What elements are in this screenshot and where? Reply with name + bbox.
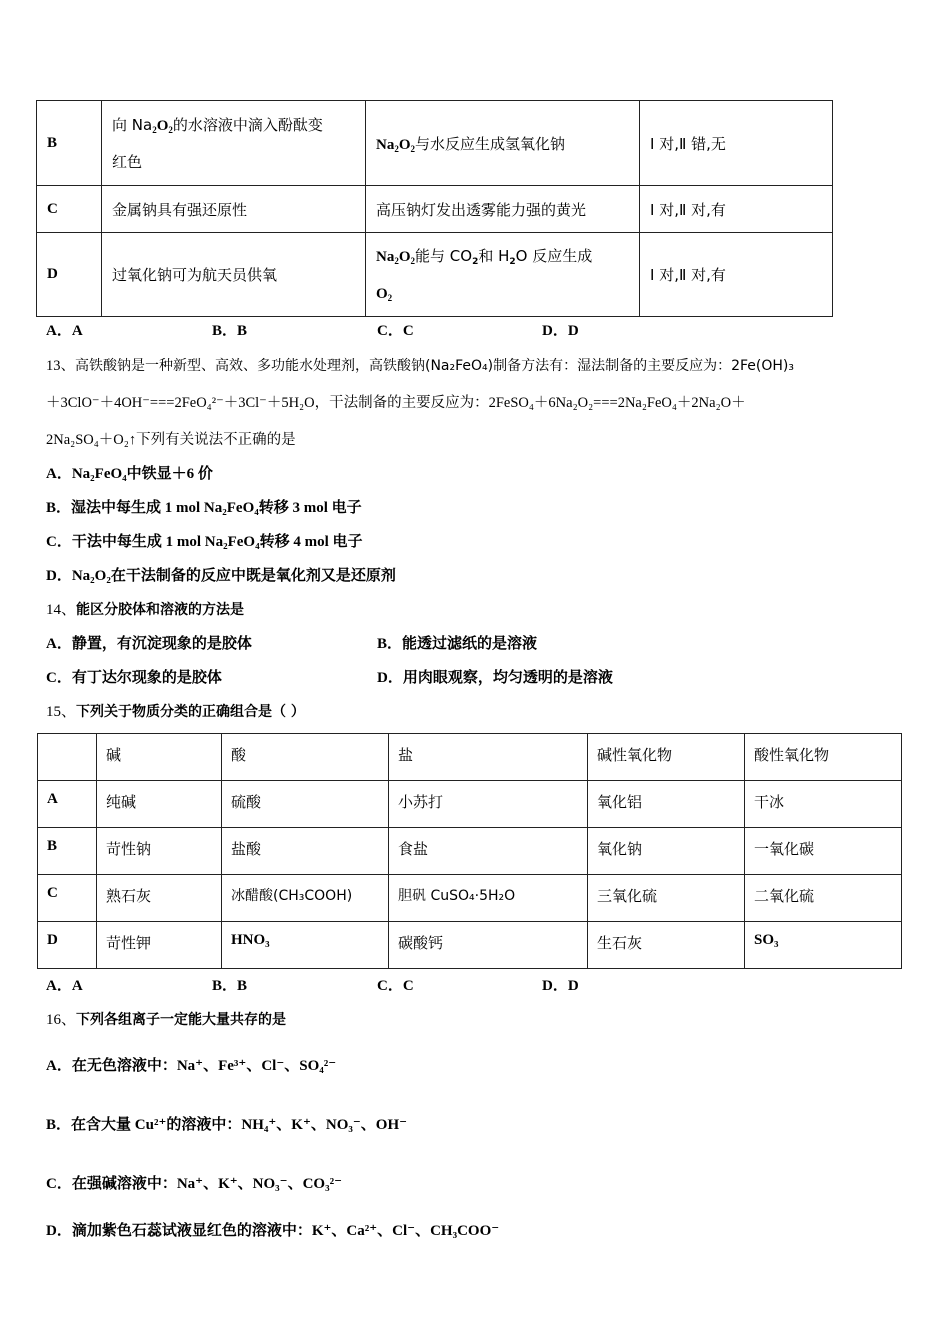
row-label: C: [37, 186, 102, 233]
row-label: A: [38, 781, 97, 828]
statement-1: 过氧化钠可为航天员供氧: [102, 233, 366, 317]
q15-table: [37, 733, 902, 969]
cell: HNO₃: [222, 922, 389, 969]
q13-stem-line3: 2Na₂SO₄＋O₂↑下列有关说法不正确的是: [46, 432, 296, 448]
q12-option-c: C．C: [377, 323, 414, 339]
question-number: 16、: [46, 1012, 77, 1028]
q16-option-b: [46, 1116, 407, 1134]
q14-option-d: [377, 669, 613, 687]
option-text: Na₂FeO₄中铁显＋6 价: [71, 466, 213, 482]
table-row: [37, 186, 833, 233]
table-row: [38, 828, 902, 875]
option-letter: B．: [377, 636, 403, 652]
q12-table: [36, 100, 833, 317]
statement-1: 向 $Na_2O_2$的水溶液中滴入酚酞变 红色: [102, 101, 366, 186]
cell-text: 的水溶液中滴入酚酞变: [172, 115, 323, 134]
option-letter: A．: [46, 466, 72, 482]
cell: 碳酸钙: [389, 922, 588, 969]
cell-text: 红色: [112, 152, 143, 171]
option-text: 在无色溶液中：Na⁺、Fe³⁺、Cl⁻、SO₄²⁻: [71, 1058, 337, 1074]
option-letter: B．: [46, 1117, 72, 1133]
question-stem: 下列各组离子一定能大量共存的是: [76, 1012, 287, 1028]
header-cell: 盐: [389, 734, 588, 781]
cell: 食盐: [389, 828, 588, 875]
q13-option-d: [46, 567, 396, 585]
cell: 盐酸: [222, 828, 389, 875]
q13-stem-line1: [46, 357, 794, 375]
q13-option-b: [46, 499, 362, 517]
q15-option-a: A．A: [46, 978, 83, 994]
question-number: 15、: [46, 704, 77, 720]
statement-2: $Na_2O_2$与水反应生成氢氧化钠: [366, 101, 640, 186]
q14-stem: [46, 601, 244, 619]
judgement: Ⅰ 对,Ⅱ 对,有: [640, 233, 833, 317]
q15-stem: [46, 703, 305, 721]
q12-option-a: A．A: [46, 323, 83, 339]
q13-stem-line2: ＋3ClO⁻＋4OH⁻===2FeO₄²⁻＋3Cl⁻＋5H₂O，干法制备的主要反应为：2FeSO₄＋6Na₂O₂===2Na₂FeO₄＋2Na₂O＋: [46, 395, 746, 411]
option-letter: C．: [46, 670, 72, 686]
judgement: Ⅰ 对,Ⅱ 错,无: [640, 101, 833, 186]
cell: 硫酸: [222, 781, 389, 828]
cell: 氧化钠: [588, 828, 745, 875]
cell: 纯碱: [97, 781, 222, 828]
option-text: 干法中每生成 1 mol Na₂FeO₄转移 4 mol 电子: [71, 534, 363, 550]
row-label: D: [38, 922, 97, 969]
question-stem: 高铁酸钠是一种新型、高效、多功能水处理剂，高铁酸钠(Na₂FeO₄)制备方法有：湿法制备的主要反应为：2Fe(OH)₃: [75, 358, 795, 374]
cell-text: 能与 CO: [415, 246, 473, 265]
q13-option-a: [46, 465, 213, 483]
q16-option-d: [46, 1222, 499, 1240]
cell: 苛性钾: [97, 922, 222, 969]
table-row: [37, 101, 833, 186]
cell-text: 向 Na: [112, 115, 153, 134]
question-number: 13、: [46, 358, 75, 374]
question-stem: 能区分胶体和溶液的方法是: [76, 602, 245, 618]
option-text: 能透过滤纸的是溶液: [402, 636, 538, 652]
table-header-row: [38, 734, 902, 781]
header-cell: 碱性氧化物: [588, 734, 745, 781]
question-number: 14、: [46, 602, 77, 618]
header-cell: 酸: [222, 734, 389, 781]
row-label: C: [38, 875, 97, 922]
cell-text: O 反应生成: [515, 246, 593, 265]
table-row: [38, 781, 902, 828]
option-letter: D．: [46, 1223, 72, 1239]
q15-option-b: B．B: [212, 978, 248, 994]
q14-option-a: [46, 635, 252, 653]
option-text: 静置，有沉淀现象的是胶体: [71, 636, 252, 652]
option-letter: D．: [46, 568, 72, 584]
q12-option-d: D．D: [542, 323, 579, 339]
option-letter: C．: [46, 534, 72, 550]
option-text: 用肉眼观察，均匀透明的是溶液: [402, 670, 613, 686]
row-label: D: [37, 233, 102, 317]
question-stem: 下列关于物质分类的正确组合是（ ）: [76, 704, 305, 720]
cell: 熟石灰: [97, 875, 222, 922]
q12-option-b: B．B: [212, 323, 248, 339]
judgement: Ⅰ 对,Ⅱ 对,有: [640, 186, 833, 233]
q16-option-c: [46, 1175, 342, 1193]
option-letter: D．: [377, 670, 403, 686]
header-cell: 酸性氧化物: [745, 734, 902, 781]
q14-option-b: [377, 635, 537, 653]
option-letter: B．: [46, 500, 72, 516]
option-letter: A．: [46, 636, 72, 652]
cell: 三氧化硫: [588, 875, 745, 922]
q14-option-c: [46, 669, 222, 687]
statement-1: 金属钠具有强还原性: [102, 186, 366, 233]
option-text: 滴加紫色石蕊试液显红色的溶液中：K⁺、Ca²⁺、Cl⁻、CH₃COO⁻: [71, 1223, 500, 1239]
cell: 一氧化碳: [745, 828, 902, 875]
cell: 二氧化硫: [745, 875, 902, 922]
cell: 氧化铝: [588, 781, 745, 828]
q13-option-c: [46, 533, 363, 551]
option-text: Na₂O₂在干法制备的反应中既是氧化剂又是还原剂: [71, 568, 396, 584]
q16-option-a: [46, 1057, 336, 1075]
statement-2: 高压钠灯发出透雾能力强的黄光: [366, 186, 640, 233]
q16-stem: [46, 1011, 286, 1029]
cell: 干冰: [745, 781, 902, 828]
table-row: [38, 922, 902, 969]
cell-text: 与水反应生成氢氧化钠: [415, 134, 566, 153]
q15-option-d: D．D: [542, 978, 579, 994]
table-row: [37, 233, 833, 317]
option-letter: C．: [46, 1176, 72, 1192]
cell: 胆矾 CuSO₄·5H₂O: [389, 875, 588, 922]
header-cell: [38, 734, 97, 781]
cell: 苛性钠: [97, 828, 222, 875]
cell: 冰醋酸(CH₃COOH): [222, 875, 389, 922]
statement-2: $Na_2O_2$能与 $CO_2$和 $H_2O$ 反应生成 $O_2$: [366, 233, 640, 317]
q15-option-c: C．C: [377, 978, 414, 994]
cell: 小苏打: [389, 781, 588, 828]
cell-text: 和 H: [478, 246, 510, 265]
row-label: B: [38, 828, 97, 875]
option-text: 在强碱溶液中：Na⁺、K⁺、NO₃⁻、CO₃²⁻: [71, 1176, 343, 1192]
option-text: 在含大量 Cu²⁺的溶液中：NH₄⁺、K⁺、NO₃⁻、OH⁻: [71, 1117, 408, 1133]
option-text: 湿法中每生成 1 mol Na₂FeO₄转移 3 mol 电子: [71, 500, 362, 516]
header-cell: 碱: [97, 734, 222, 781]
option-text: 有丁达尔现象的是胶体: [71, 670, 222, 686]
table-row: [38, 875, 902, 922]
cell: 生石灰: [588, 922, 745, 969]
row-label: B: [37, 101, 102, 186]
cell: SO₃: [745, 922, 902, 969]
option-letter: A．: [46, 1058, 72, 1074]
